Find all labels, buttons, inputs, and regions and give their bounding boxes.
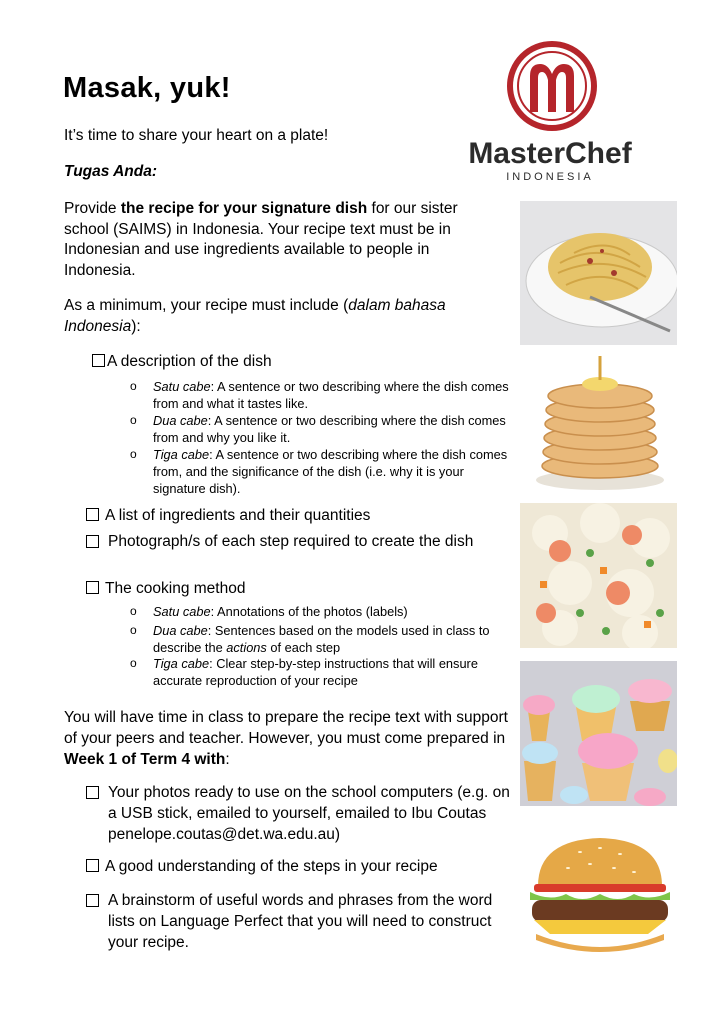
- checkbox[interactable]: [92, 354, 105, 367]
- checkbox[interactable]: [86, 508, 99, 521]
- sub-label: Satu cabe: [153, 379, 211, 394]
- fried-rice-image: [520, 503, 677, 648]
- sub-label: Dua cabe: [153, 623, 208, 638]
- checklist-item-photos-ready: [86, 782, 511, 845]
- method-sub-2: [130, 622, 510, 656]
- sub-label: Tiga cabe: [153, 656, 210, 671]
- sub-label: Satu cabe: [153, 604, 211, 619]
- sub-text: : A sentence or two describing where the dish comes from, and the significance of the dish (i.e. why it is your signature dish).: [153, 447, 508, 496]
- sub-text: : Sentences based on the models used in class to describe the: [153, 623, 490, 655]
- method-sub-1: [130, 603, 510, 620]
- description-sub-1: [130, 378, 510, 412]
- page-title: Masak, yuk!: [63, 72, 231, 104]
- checkbox[interactable]: [86, 581, 99, 594]
- sub-text: : Clear step-by-step instructions that will ensure accurate reproduction of your recipe: [153, 656, 478, 688]
- checkbox[interactable]: [86, 859, 99, 872]
- task-label: Tugas Anda:: [64, 163, 158, 180]
- cupcakes-image: [520, 661, 677, 806]
- task-text-bold: the recipe for your signature dish: [120, 200, 368, 217]
- sub-text: : Annotations of the photos (labels): [210, 604, 408, 619]
- checklist-item-label: A good understanding of the steps in your recipe: [105, 858, 438, 875]
- sub-label: Tiga cabe: [153, 447, 210, 462]
- cupcakes-photo: [520, 661, 677, 806]
- method-sub-3: [130, 655, 510, 689]
- task-paragraph: [64, 199, 504, 281]
- sub-text: : A sentence or two describing where the dish comes from and why you like it.: [153, 413, 506, 445]
- checklist-item-description: [92, 351, 512, 372]
- minimum-paragraph: [64, 295, 504, 337]
- checklist-item-understanding: [86, 856, 506, 877]
- masterchef-logo: [432, 34, 672, 184]
- logo-wordmark: MasterChef: [468, 137, 632, 170]
- minimum-text-italic: dalam bahasa Indonesia: [64, 297, 446, 335]
- bullet-icon: o: [130, 447, 137, 461]
- fried-rice-photo: [520, 503, 677, 648]
- prepare-text-pre: You will have time in class to prepare the recipe text with support of your peers and teacher. However, you must come prepared in: [64, 709, 508, 747]
- checkbox[interactable]: [86, 786, 99, 799]
- sub-text: : A sentence or two describing where the dish comes from and what it tastes like.: [153, 379, 509, 411]
- checklist-item-label: A list of ingredients and their quantities: [105, 507, 371, 524]
- prepare-text-post: :: [225, 751, 230, 768]
- spaghetti-photo: [520, 201, 677, 345]
- checklist-item-photographs: [86, 531, 506, 552]
- bullet-icon: o: [130, 623, 137, 637]
- sub-text-italic: actions: [226, 640, 267, 655]
- description-sub-3: [130, 446, 510, 497]
- minimum-text-pre: As a minimum, your recipe must include (: [64, 297, 349, 314]
- sub-text-post: of each step: [266, 640, 341, 655]
- checkbox[interactable]: [86, 894, 99, 907]
- bullet-icon: o: [130, 656, 137, 670]
- checklist-item-brainstorm: [86, 890, 506, 953]
- task-text-post: for our sister school (SAIMS) in Indonesia. Your recipe text must be in Indonesian and use ingredients available to people in Indonesia.: [64, 200, 458, 279]
- checkbox[interactable]: [86, 535, 99, 548]
- minimum-text-post: ):: [131, 318, 141, 335]
- checklist-item-label: A brainstorm of useful words and phrases from the word lists on Language Perfect that you will need to construct your recipe.: [108, 892, 493, 951]
- prepare-paragraph: [64, 707, 509, 770]
- burger-photo: [520, 822, 677, 967]
- description-sub-2: [130, 412, 510, 446]
- pancakes-image: [520, 352, 677, 496]
- pancakes-photo: [520, 352, 677, 496]
- bullet-icon: o: [130, 413, 137, 427]
- burger-image: [520, 822, 677, 967]
- masterchef-logo-icon: [432, 34, 672, 184]
- logo-subtitle: INDONESIA: [506, 171, 594, 183]
- spaghetti-image: [520, 201, 677, 345]
- bullet-icon: o: [130, 379, 137, 393]
- checklist-item-label: A description of the dish: [107, 353, 272, 370]
- bullet-icon: o: [130, 604, 137, 618]
- checklist-item-label: Photograph/s of each step required to create the dish: [108, 533, 474, 550]
- intro-text: It’s time to share your heart on a plate!: [64, 127, 329, 144]
- checklist-item-label: The cooking method: [105, 580, 246, 597]
- task-text-pre: Provide: [64, 200, 121, 217]
- sub-label: Dua cabe: [153, 413, 208, 428]
- checklist-item-method: [86, 578, 506, 599]
- checklist-item-label: Your photos ready to use on the school computers (e.g. on a USB stick, emailed to yourself, emailed to Ibu Coutas penelope.coutas@det.wa.edu.au): [108, 784, 510, 843]
- prepare-text-bold: Week 1 of Term 4 with: [64, 751, 226, 768]
- checklist-item-ingredients: [86, 505, 506, 526]
